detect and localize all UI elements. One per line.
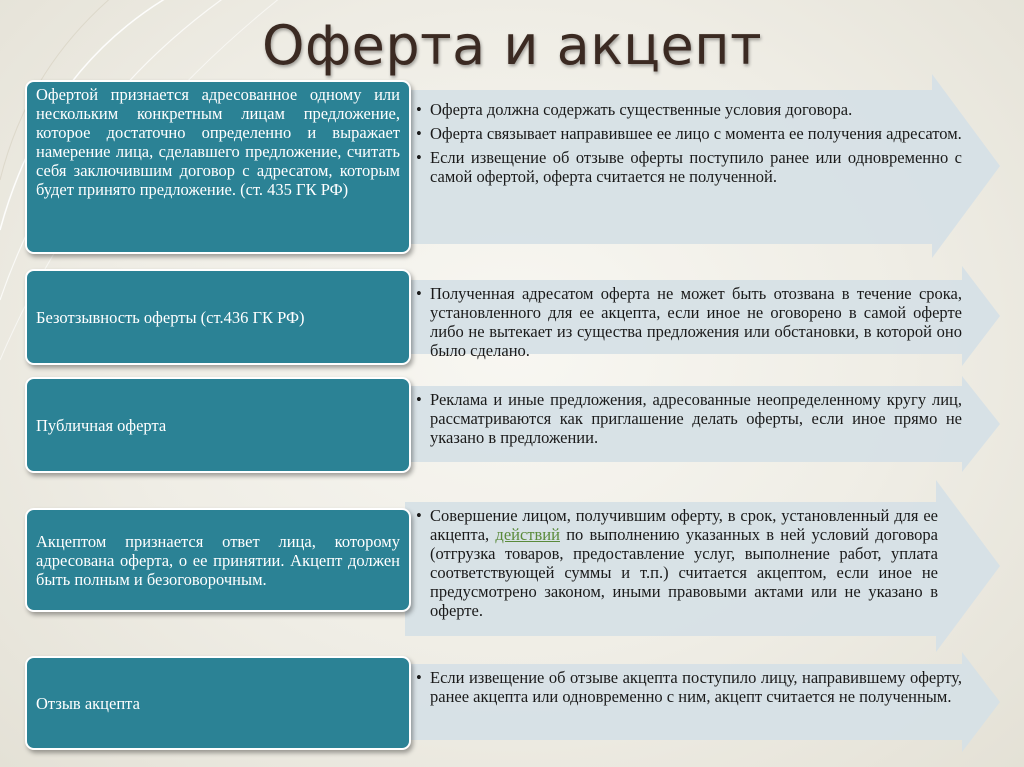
- term-text: Отзыв акцепта: [36, 693, 140, 713]
- bullet-item: • Если извещение об отзыве акцепта поступило лицу, направившему оферту, ранее акцепта или одновременно с ним, акцепт считается не полученным.: [414, 668, 962, 706]
- actions-link[interactable]: действий: [495, 525, 560, 544]
- term-text: Акцептом признается ответ лица, которому адресована оферта, о ее принятии. Акцепт должен быть полным и безоговорочным.: [36, 531, 400, 589]
- bullet-list: [414, 668, 962, 711]
- term-text: Офертой признается адресованное одному или нескольким конкретным лицам предложение, которое достаточно определенно и выражает намерение лица, сделавшего предложение, считать себя заключившим договор с адресатом, которым будет принято предложение. (ст. 435 ГК РФ): [36, 85, 400, 199]
- slide-title: Оферта и акцепт: [261, 14, 763, 77]
- bullet-item: • Если извещение об отзыве оферты поступило ранее или одновременно с самой офертой, оферта считается не полученной.: [414, 148, 962, 186]
- term-text: Публичная оферта: [36, 415, 167, 435]
- bullet-item: • Реклама и иные предложения, адресованные неопределенному кругу лиц, рассматриваются как приглашение делать оферты, если иное прямо не указано в предложении.: [414, 390, 962, 447]
- bullet-text: Совершение лицом, получившим оферту, в срок, установленный для ее акцепта,: [430, 506, 938, 544]
- term-text: Безотзывность оферты (ст.436 ГК РФ): [36, 307, 305, 327]
- bullet-item: • Оферта должна содержать существенные условия договора.: [414, 100, 962, 119]
- bullet-item: • Полученная адресатом оферта не может быть отозвана в течение срока, установленного для ее акцепта, если иное не оговорено в самой оферте либо не вытекает из существа предложения или обстановки, в которой оно было сделано.: [414, 284, 962, 360]
- term-box: [25, 656, 411, 750]
- bullet-text: по выполнению указанных в ней условий договора (отгрузка товаров, предоставление услуг, выполнение работ, уплата соответствующей суммы и т.п.) считается акцептом, если иное не предусмотрено законом, иными правовыми актами или не указано в оферте.: [430, 525, 938, 620]
- bullet-item: • Оферта связывает направившее ее лицо с момента ее получения адресатом.: [414, 124, 962, 143]
